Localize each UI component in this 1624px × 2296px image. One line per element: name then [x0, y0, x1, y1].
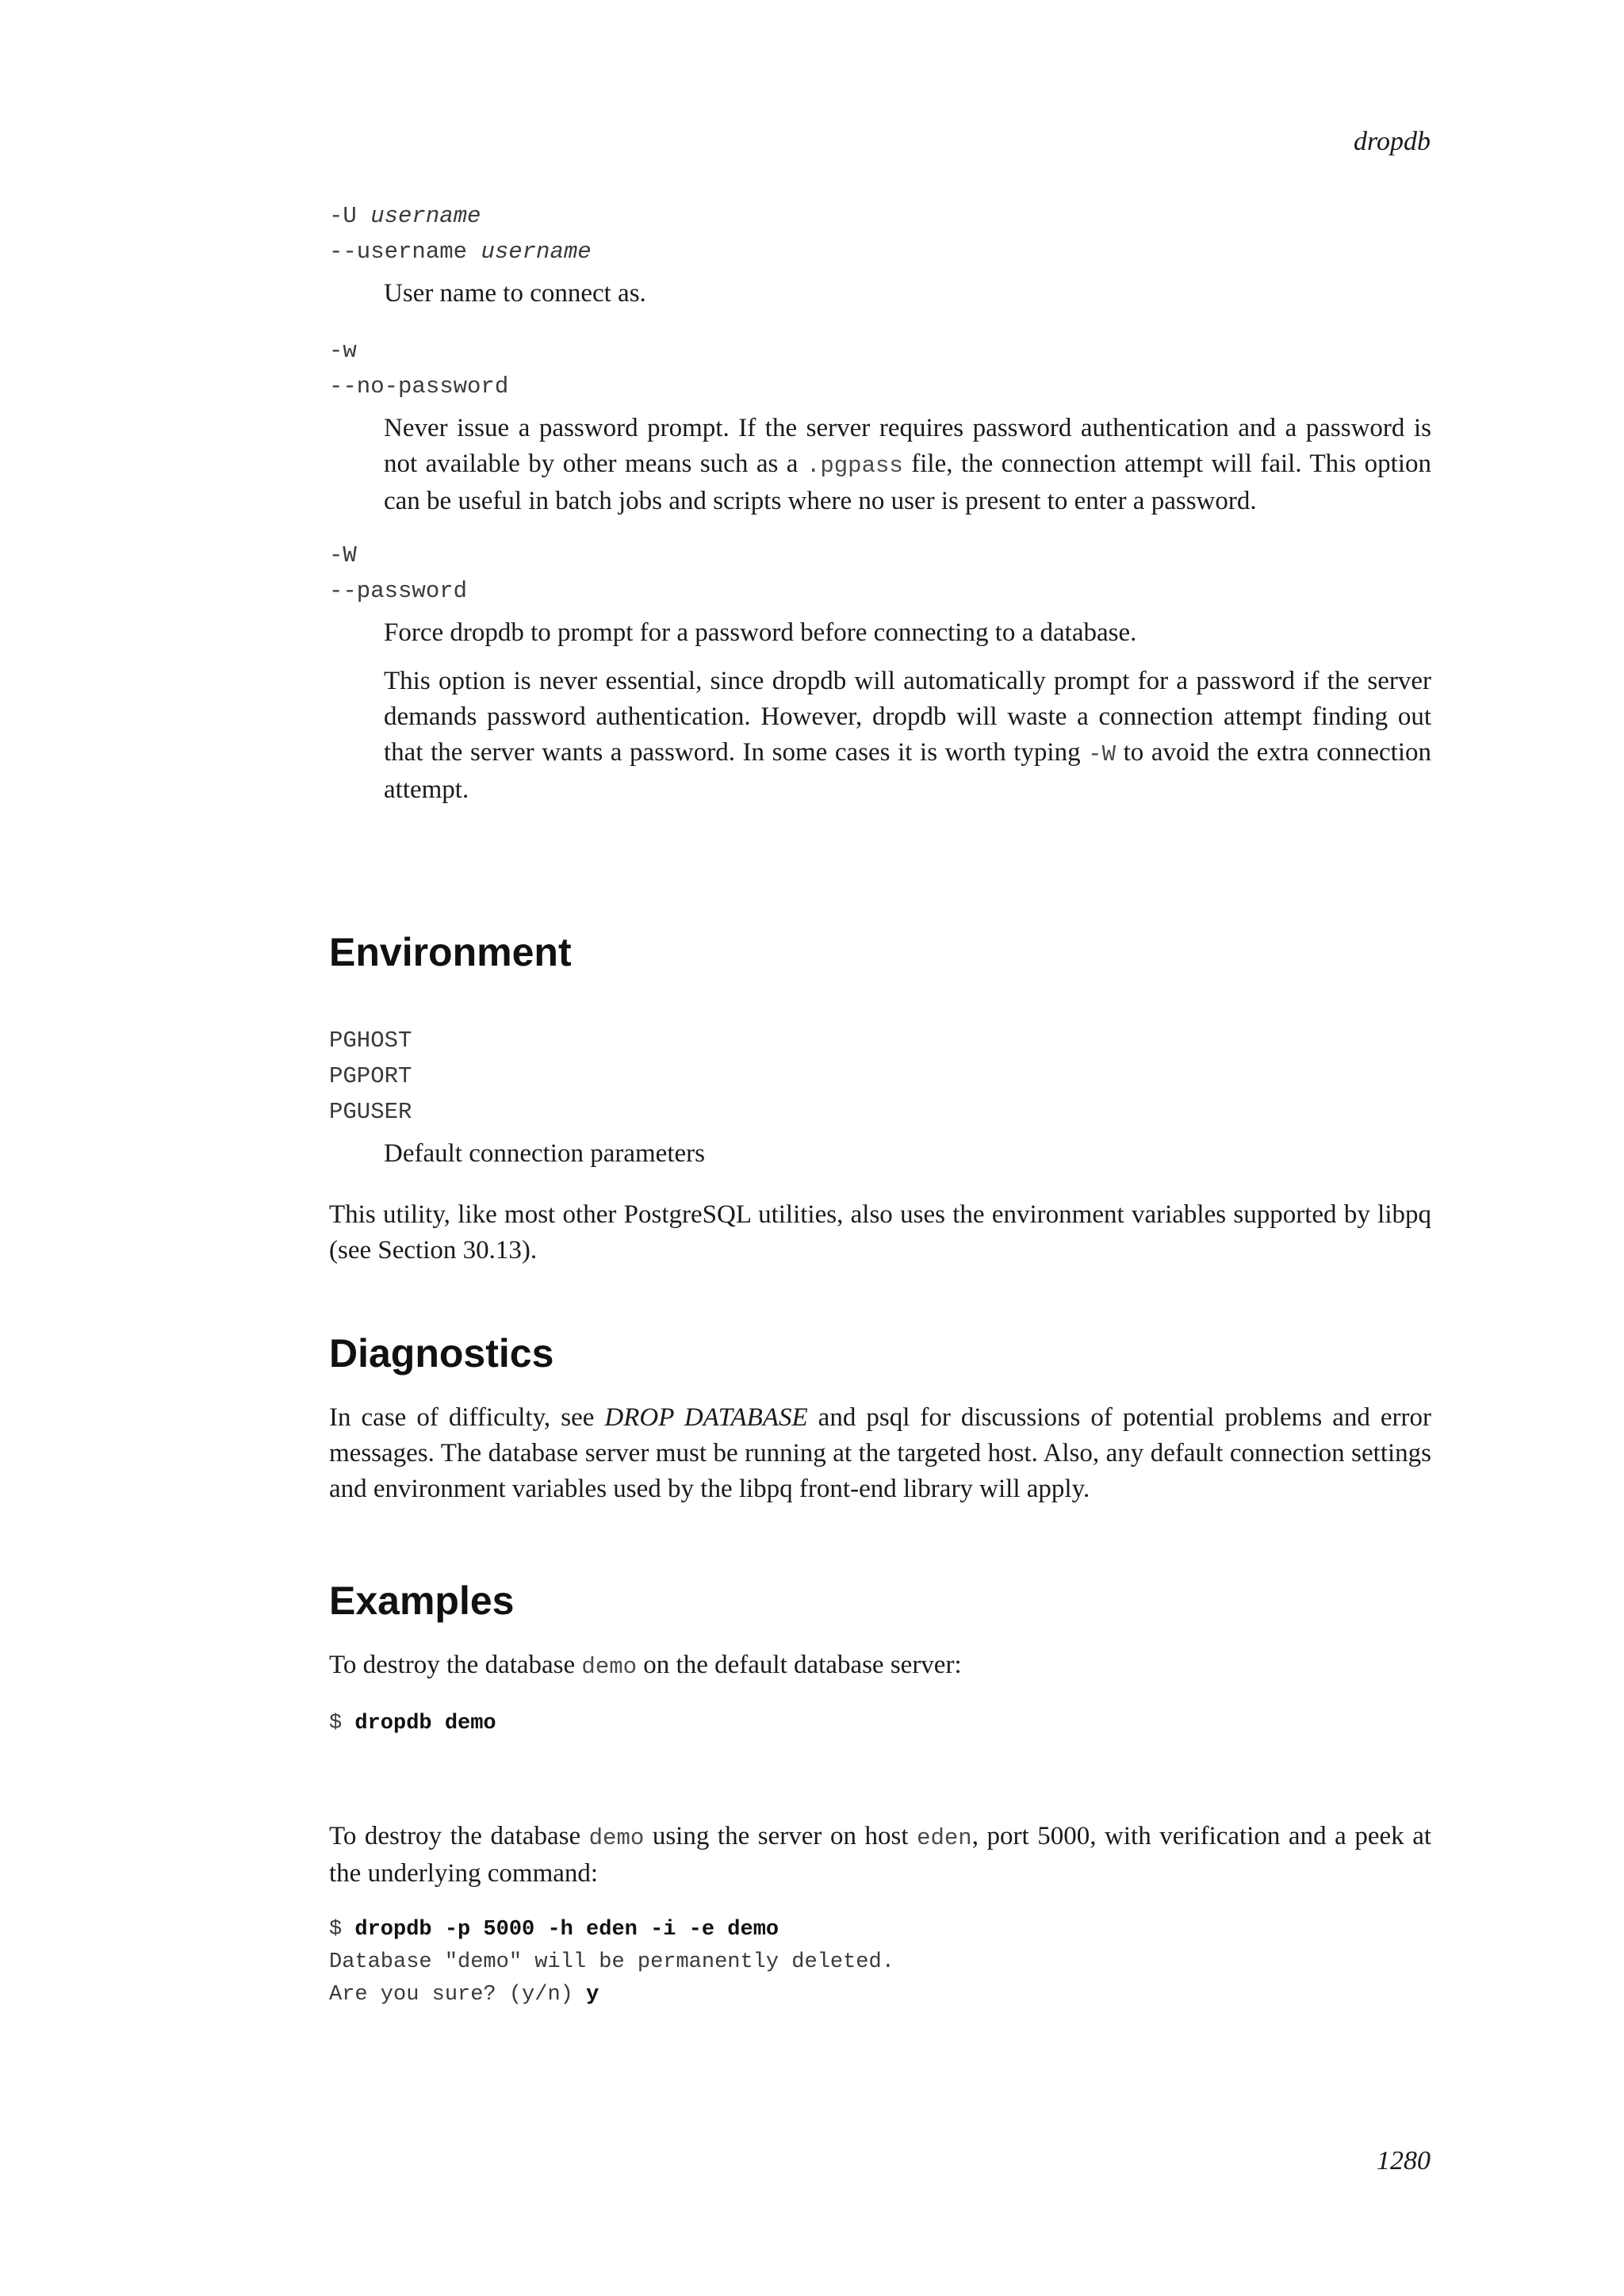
example-1-code: $ dropdb demo: [329, 1712, 496, 1735]
code-line: Database "demo" will be permanently deleted.: [329, 1950, 894, 1974]
option-term-short: -w: [329, 338, 357, 364]
env-var: PGUSER: [329, 1099, 412, 1125]
env-var: PGPORT: [329, 1063, 412, 1089]
option-term-long: --password: [329, 578, 468, 604]
option-term-long: --no-password: [329, 373, 509, 400]
env-vars-description: Default connection parameters: [384, 1139, 705, 1168]
option-no-password: [329, 333, 1431, 519]
section-heading-environment: Environment: [329, 930, 572, 974]
section-heading-examples: Examples: [329, 1578, 515, 1623]
code-line: $ dropdb -p 5000 -h eden -i -e demo: [329, 1918, 779, 1942]
example-2-description: To destroy the database demo using the server on host eden, port 5000, with verification and a peek at the underlying command:: [329, 1822, 1432, 1888]
option-term-short: -W: [329, 542, 357, 568]
running-header: dropdb: [1354, 127, 1431, 156]
option-password: [329, 538, 1431, 808]
example-1-description: To destroy the database demo on the default database server:: [329, 1651, 962, 1680]
option-username: [329, 198, 1431, 312]
option-description: Never issue a password prompt. If the server requires password authentication and a password is not available by other means such as a .pgpass file, the connection attempt will fail. This option can be useful in batch jobs and scripts where no user is present to enter a password.: [384, 414, 1431, 515]
option-description: Force dropdb to prompt for a password before connecting to a database.: [384, 618, 1137, 647]
env-var: PGHOST: [329, 1027, 412, 1054]
option-term-short: -U username: [329, 203, 481, 229]
diagnostics-paragraph: In case of difficulty, see DROP DATABASE and psql for discussions of potential problems and error messages. The database server must be running at the targeted host. Also, any default connection settings and environment variables used by the libpq front-end library will apply.: [329, 1403, 1432, 1503]
example-2-code: [329, 1914, 1431, 2011]
option-term-long: --username username: [329, 239, 592, 265]
environment-paragraph: This utility, like most other PostgreSQL utilities, also uses the environment variables supported by libpq (see Section 30.13).: [329, 1200, 1431, 1265]
code-line: Are you sure? (y/n) y: [329, 1983, 599, 2007]
option-description: User name to connect as.: [384, 279, 646, 308]
page-number: 1280: [1377, 2146, 1431, 2175]
option-description-extra: This option is never essential, since dropdb will automatically prompt for a password if the server demands password authentication. However, dropdb will waste a connection attempt finding out that the server wants a password. In some cases it is worth typing -W to avoid the extra connection attempt.: [384, 667, 1431, 804]
environment-vars: [329, 1023, 1431, 1172]
section-heading-diagnostics: Diagnostics: [329, 1331, 554, 1376]
